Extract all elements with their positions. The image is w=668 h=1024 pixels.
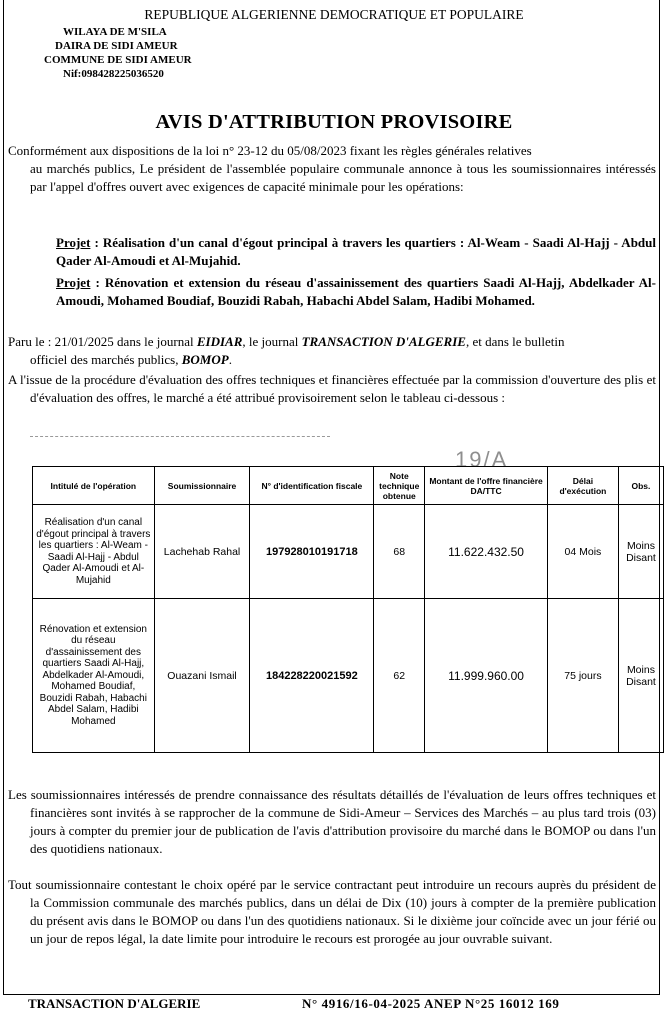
publication-prefix: Paru le : 21/01/2025 dans le journal <box>8 334 197 349</box>
recours-paragraph <box>8 876 656 948</box>
header-soumissionnaire: Soumissionnaire <box>154 467 250 505</box>
intro-paragraph <box>8 142 656 196</box>
cell-delai: 75 jours <box>547 599 618 753</box>
footer-publication: TRANSACTION D'ALGERIE <box>28 996 201 1011</box>
header-operation: Intitulé de l'opération <box>33 467 155 505</box>
intro-first-line: Conformément aux dispositions de la loi n° 23-12 du 05/08/2023 fixant les règles générales relatives <box>8 143 532 158</box>
project-1-text: : Réalisation d'un canal d'égout principal à travers les quartiers : Al-Weam - Saadi Al-Hajj - Abdul Qader Al-Amoudi et Al-Mujahid. <box>56 235 656 268</box>
intro-rest: au marchés publics, Le président de l'assemblée populaire communale annonce à tous les soumissionnaires intéressés par l'appel d'offres ouvert avec exigences de capacité minimale pour les opérations: <box>30 161 656 194</box>
header-note: Note technique obtenue <box>374 467 425 505</box>
nif-line: Nif:098428225036520 <box>63 68 164 80</box>
cell-note: 62 <box>374 599 425 753</box>
project-2 <box>56 274 656 310</box>
cell-delai: 04 Mois <box>547 505 618 599</box>
footer-reference: N° 4916/16-04-2025 ANEP N°25 16012 169 <box>302 996 560 1011</box>
publication-line2-prefix: officiel des marchés publics, <box>30 352 182 367</box>
results-paragraph <box>8 786 656 858</box>
table-header-row <box>33 467 664 505</box>
cell-montant: 11.622.432.50 <box>425 505 548 599</box>
publication-line-2 <box>8 351 656 369</box>
cell-nif: 184228220021592 <box>250 599 374 753</box>
cell-operation: Réalisation d'un canal d'égout principal à travers les quartiers : Al-Weam - Saadi Al-Hajj - Abdul Qader Al-Amoudi et Al-Mujahid <box>33 505 155 599</box>
stamp-mark: 19/A <box>455 447 509 472</box>
cell-nif: 197928010191718 <box>250 505 374 599</box>
procedure-paragraph <box>8 371 656 407</box>
recours-text: Tout soumissionnaire contestant le choix opéré par le service contractant peut introduire un recours auprès du président de la Commission communale des marchés publics, dans un délai de Dix (10) jours à compter de la première publication du présent avis dans le BOMOP ou dans l'un des quotidiens nationaux. Si le dixième jour coïncide avec un jour férié ou un jour de repos légal, la date limite pour introduire le recours est prorogée au jour ouvrable suivant. <box>8 877 656 946</box>
publication-mid: , le journal <box>242 334 302 349</box>
project-1 <box>56 234 656 270</box>
project-1-label: Projet <box>56 235 91 250</box>
publication-line2-suffix: . <box>228 352 232 367</box>
cell-note: 68 <box>374 505 425 599</box>
results-text: Les soumissionnaires intéressés de prendre connaissance des résultats détaillés de l'évaluation de leurs offres techniques et financières sont invités à se rapprocher de la commune de Sidi-Ameur – Services des Marchés – au plus tard trois (03) jours à compter du premier jour de publication de l'avis d'attribution provisoire du marché dans le BOMOP ou dans l'un des quotidiens nationaux. <box>8 787 656 856</box>
cell-soumissionnaire: Lachehab Rahal <box>154 505 250 599</box>
dashed-rule <box>30 436 330 437</box>
header-obs: Obs. <box>618 467 663 505</box>
wilaya-line: WILAYA DE M'SILA <box>63 26 167 38</box>
cell-soumissionnaire: Ouazani Ismail <box>154 599 250 753</box>
cell-obs: Moins Disant <box>618 599 663 753</box>
table-row <box>33 599 664 753</box>
attribution-table <box>32 466 664 753</box>
publication-paragraph <box>8 333 656 369</box>
cell-montant: 11.999.960.00 <box>425 599 548 753</box>
bulletin-bomop: BOMOP <box>181 352 229 367</box>
procedure-text: A l'issue de la procédure d'évaluation des offres techniques et financières effectuée par la commission d'ouverture des plis et d'évaluation des offres, le marché a été attribué provisoirement selon le tableau ci-dessous : <box>8 372 656 405</box>
project-2-label: Projet <box>56 275 91 290</box>
publication-suffix: , et dans le bulletin <box>465 334 565 349</box>
notice-title: AVIS D'ATTRIBUTION PROVISOIRE <box>155 111 513 133</box>
header-montant: Montant de l'offre financière DA/TTC <box>425 467 548 505</box>
daira-line: DAIRA DE SIDI AMEUR <box>55 40 178 52</box>
header-nif: N° d'identification fiscale <box>250 467 374 505</box>
publication-line-1 <box>8 333 656 351</box>
table-row <box>33 505 664 599</box>
journal-eidiar: EIDIAR <box>196 334 243 349</box>
cell-operation: Rénovation et extension du réseau d'assainissement des quartiers Saadi Al-Hajj, Abdelkader Al-Amoudi, Mohamed Boudiaf, Bouzidi Rabah, Habachi Abdel Salam, Hadibi Mohamed <box>33 599 155 753</box>
journal-transaction: TRANSACTION D'ALGERIE <box>301 334 466 349</box>
commune-line: COMMUNE DE SIDI AMEUR <box>44 54 192 66</box>
header-delai: Délai d'exécution <box>547 467 618 505</box>
cell-obs: Moins Disant <box>618 505 663 599</box>
project-2-text: : Rénovation et extension du réseau d'assainissement des quartiers Saadi Al-Hajj, Abdelkader Al-Amoudi, Mohamed Boudiaf, Bouzidi Rabah, Habachi Abdel Salam, Hadibi Mohamed. <box>56 275 657 308</box>
republic-heading: REPUBLIQUE ALGERIENNE DEMOCRATIQUE ET POPULAIRE <box>144 7 524 22</box>
